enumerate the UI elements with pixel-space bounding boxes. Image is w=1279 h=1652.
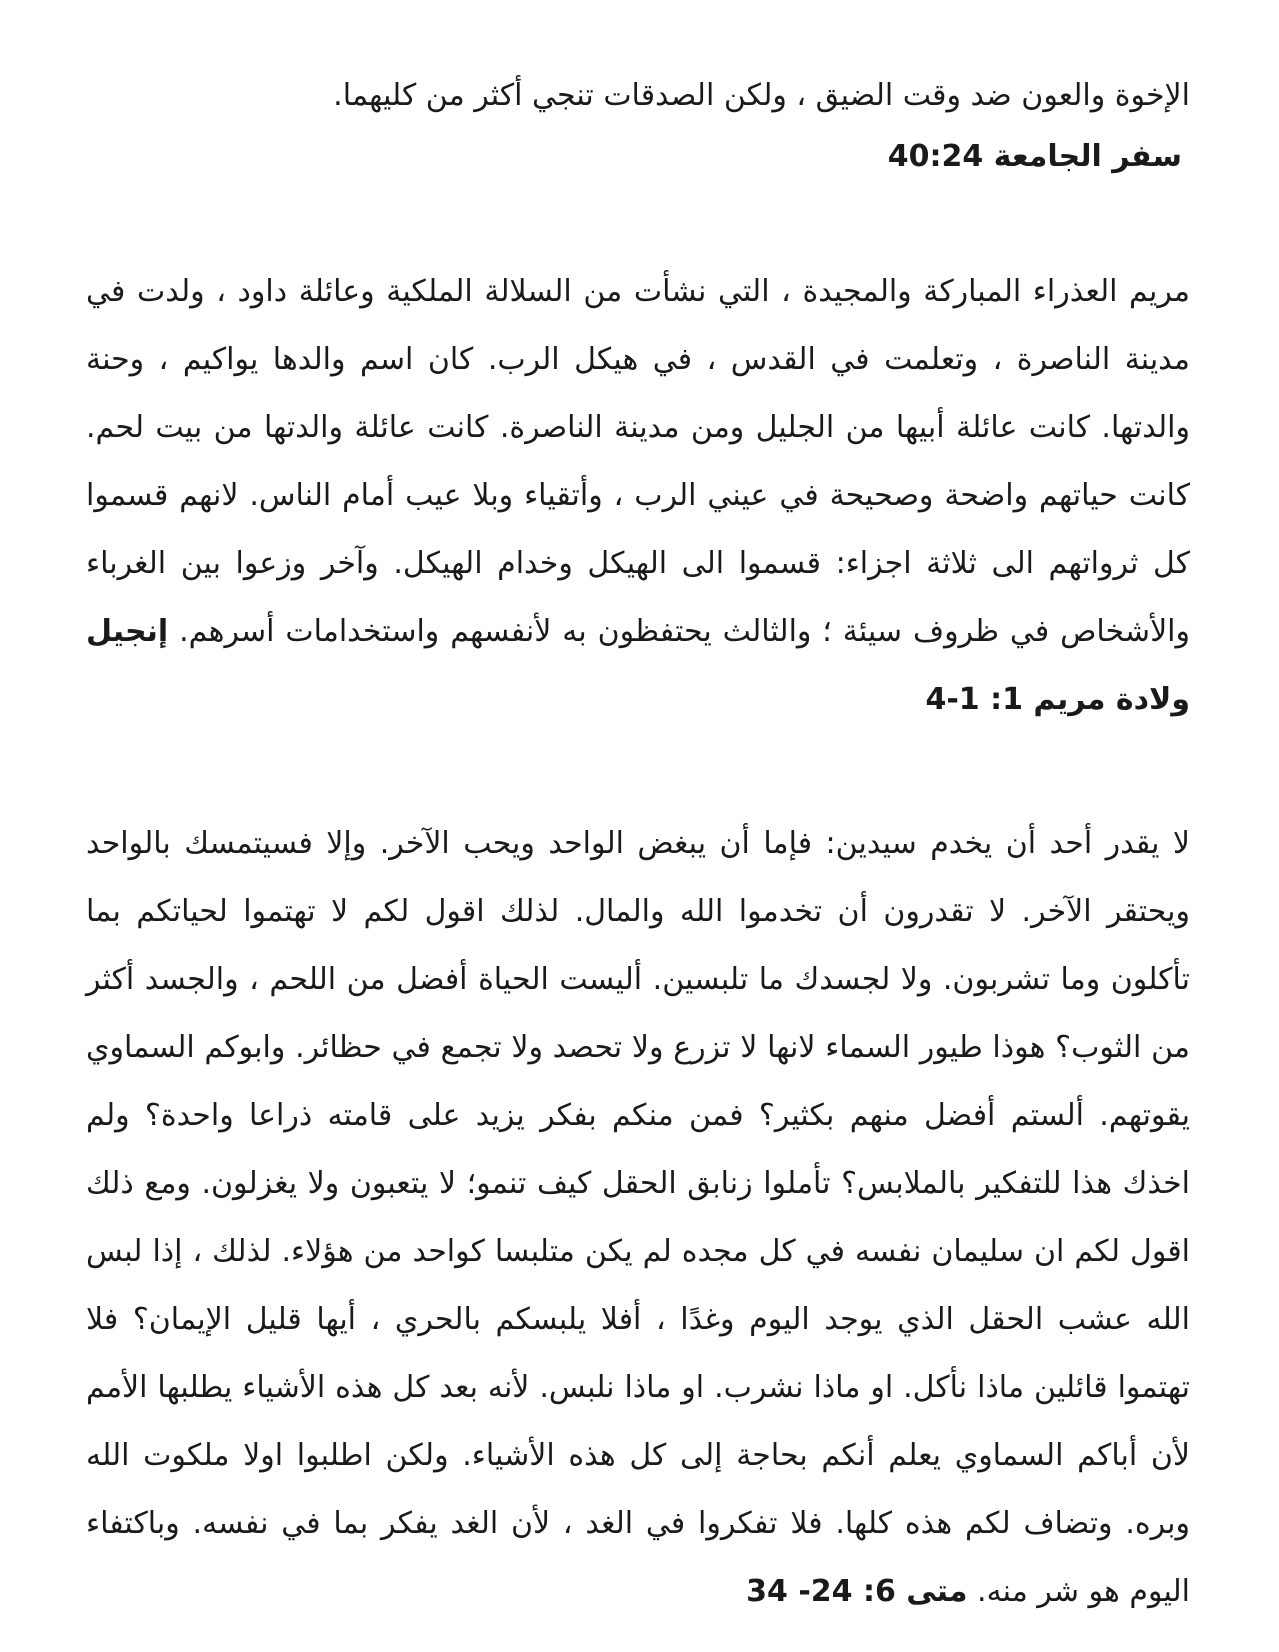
quote-block-3 <box>86 810 1190 1626</box>
quote-block-1 <box>86 60 1190 182</box>
quote-paragraph <box>86 810 1190 1626</box>
quote-reference: سفر الجامعة 40:24 <box>887 139 1182 174</box>
quote-text: مريم العذراء المباركة والمجيدة ، التي نشأت من السلالة الملكية وعائلة داود ، ولدت في مدينة الناصرة ، وتعلمت في القدس ، في هيكل الرب. كان اسم والدها يواكيم ، وحنة والدتها. كانت عائلة أبيها من الجليل ومن مدينة الناصرة. كانت عائلة والدتها من بيت لحم. كانت حياتهم واضحة وصحيحة في عيني الرب ، وأتقياء وبلا عيب أمام الناس. لانهم قسموا كل ثرواتهم الى ثلاثة اجزاء: قسموا الى الهيكل وخدام الهيكل. وآخر وزعوا بين الغرباء والأشخاص في ظروف سيئة ؛ والثالث يحتفظون به لأنفسهم واستخدامات أسرهم. <box>86 274 1190 649</box>
quote-text: الإخوة والعون ضد وقت الضيق ، ولكن الصدقات تنجي أكثر من كليهما. <box>333 78 1190 113</box>
quote-block-2 <box>86 258 1190 734</box>
quote-reference: إنجيل ولادة مريم 1: 1-4 <box>86 614 1190 717</box>
document-page <box>86 60 1190 1626</box>
spacer <box>86 182 1190 258</box>
spacer <box>86 734 1190 810</box>
quote-reference: متى 6: 24- 34 <box>746 1574 968 1609</box>
quote-text: لا يقدر أحد أن يخدم سيدين: فإما أن يبغض الواحد ويحب الآخر. وإلا فسيتمسك بالواحد ويحتقر الآخر. لا تقدرون أن تخدموا الله والمال. لذلك اقول لكم لا تهتموا لحياتكم بما تأكلون وما تشربون. ولا لجسدك ما تلبسين. أليست الحياة أفضل من اللحم ، والجسد أكثر من الثوب؟ هوذا طيور السماء لانها لا تزرع ولا تحصد ولا تجمع في حظائر. وابوكم السماوي يقوتهم. ألستم أفضل منهم بكثير؟ فمن منكم بفكر يزيد على قامته ذراعا واحدة؟ ولم اخذك هذا للتفكير بالملابس؟ تأملوا زنابق الحقل كيف تنمو؛ لا يتعبون ولا يغزلون. ومع ذلك اقول لكم ان سليمان نفسه في كل مجده لم يكن متلبسا كواحد من هؤلاء. لذلك ، إذا لبس الله عشب الحقل الذي يوجد اليوم وغدًا ، أفلا يلبسكم بالحري ، أيها قليل الإيمان؟ فلا تهتموا قائلين ماذا نأكل. او ماذا نشرب. او ماذا نلبس. لأنه بعد كل هذه الأشياء يطلبها الأمم لأن أباكم السماوي يعلم أنكم بحاجة إلى كل هذه الأشياء. ولكن اطلبوا اولا ملكوت الله وبره. وتضاف لكم هذه كلها. فلا تفكروا في الغد ، لأن الغد يفكر بما في نفسه. وباكتفاء اليوم هو شر منه. <box>86 826 1190 1609</box>
quote-paragraph <box>86 258 1190 734</box>
